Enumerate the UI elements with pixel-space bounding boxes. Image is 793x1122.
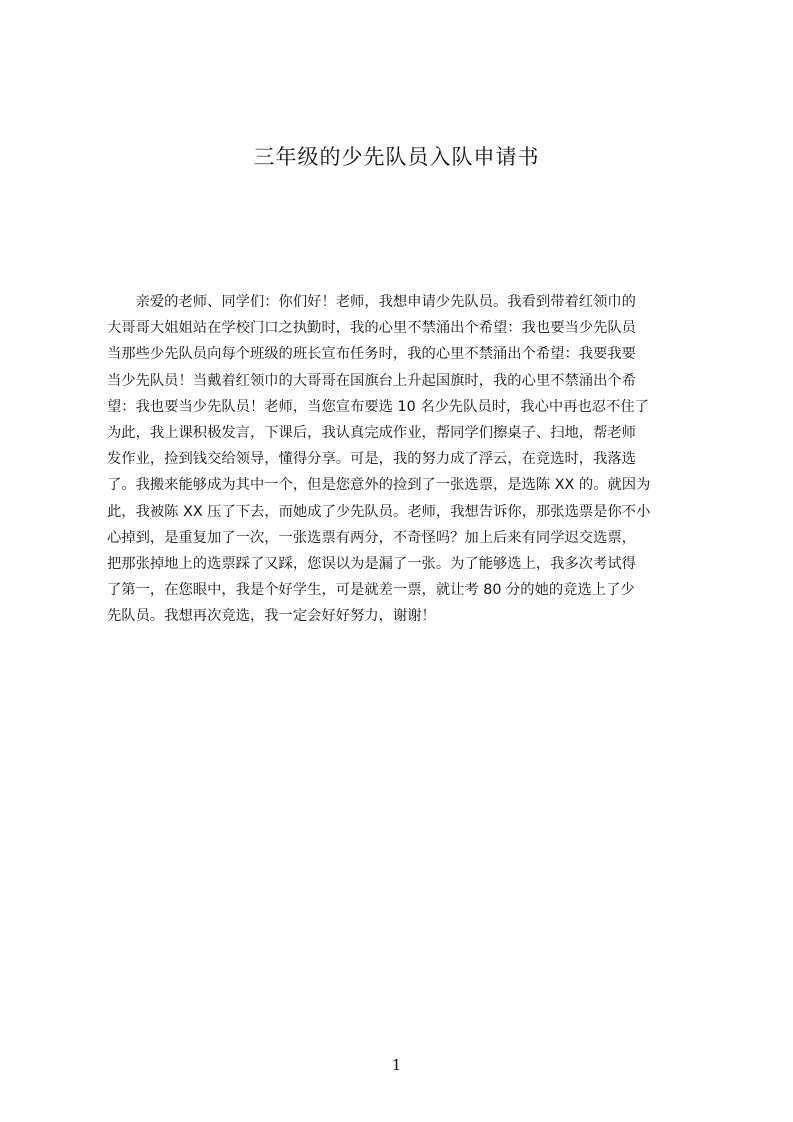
body-line: 当那些少先队员向每个班级的班长宣布任务时，我的心里不禁涌出个希望：我要我要: [107, 346, 636, 363]
body-line: 亲爱的老师、同学们：你们好！老师，我想申请少先队员。我看到带着红领巾的: [107, 294, 636, 310]
body-line: 了第一，在您眼中，我是个好学生，可是就差一票，就让考 80 分的她的竞选上了少: [107, 582, 635, 599]
body-line: 发作业，捡到钱交给领导，懂得分享。可是，我的努力成了浮云，在竞选时，我落选: [107, 451, 636, 468]
body-line: 为此，我上课积极发言，下课后，我认真完成作业，帮同学们擦桌子、扫地，帮老师: [107, 424, 636, 441]
body-line: 当少先队员！当戴着红领巾的大哥哥在国旗台上升起国旗时，我的心里不禁涌出个希: [107, 372, 636, 389]
page-number: 1: [391, 1056, 402, 1074]
body-line: 把那张掉地上的选票踩了又踩，您误以为是漏了一张。为了能够选上，我多次考试得: [107, 555, 636, 572]
body-line: 先队员。我想再次竞选，我一定会好好努力，谢谢！: [107, 608, 436, 625]
body-line: 此，我被陈 XX 压了下去，而她成了少先队员。老师，我想告诉你，那张选票是你不小: [107, 503, 651, 520]
body-line: 望：我也要当少先队员！老师，当您宣布要选 10 名少先队员时，我心中再也忍不住了: [107, 398, 649, 415]
body-line: 了。我搬来能够成为其中一个，但是您意外的捡到了一张选票，是选陈 XX 的。就因为: [107, 477, 651, 494]
document-body: [107, 289, 698, 629]
document-title: 三年级的少先队员入队申请书: [253, 145, 540, 169]
body-line: 大哥哥大姐姐站在学校门口之执勤时，我的心里不禁涌出个希望：我也要当少先队员: [107, 320, 636, 337]
body-line: 心掉到，是重复加了一次，一张选票有两分，不奇怪吗？加上后来有同学迟交选票，: [107, 529, 636, 546]
